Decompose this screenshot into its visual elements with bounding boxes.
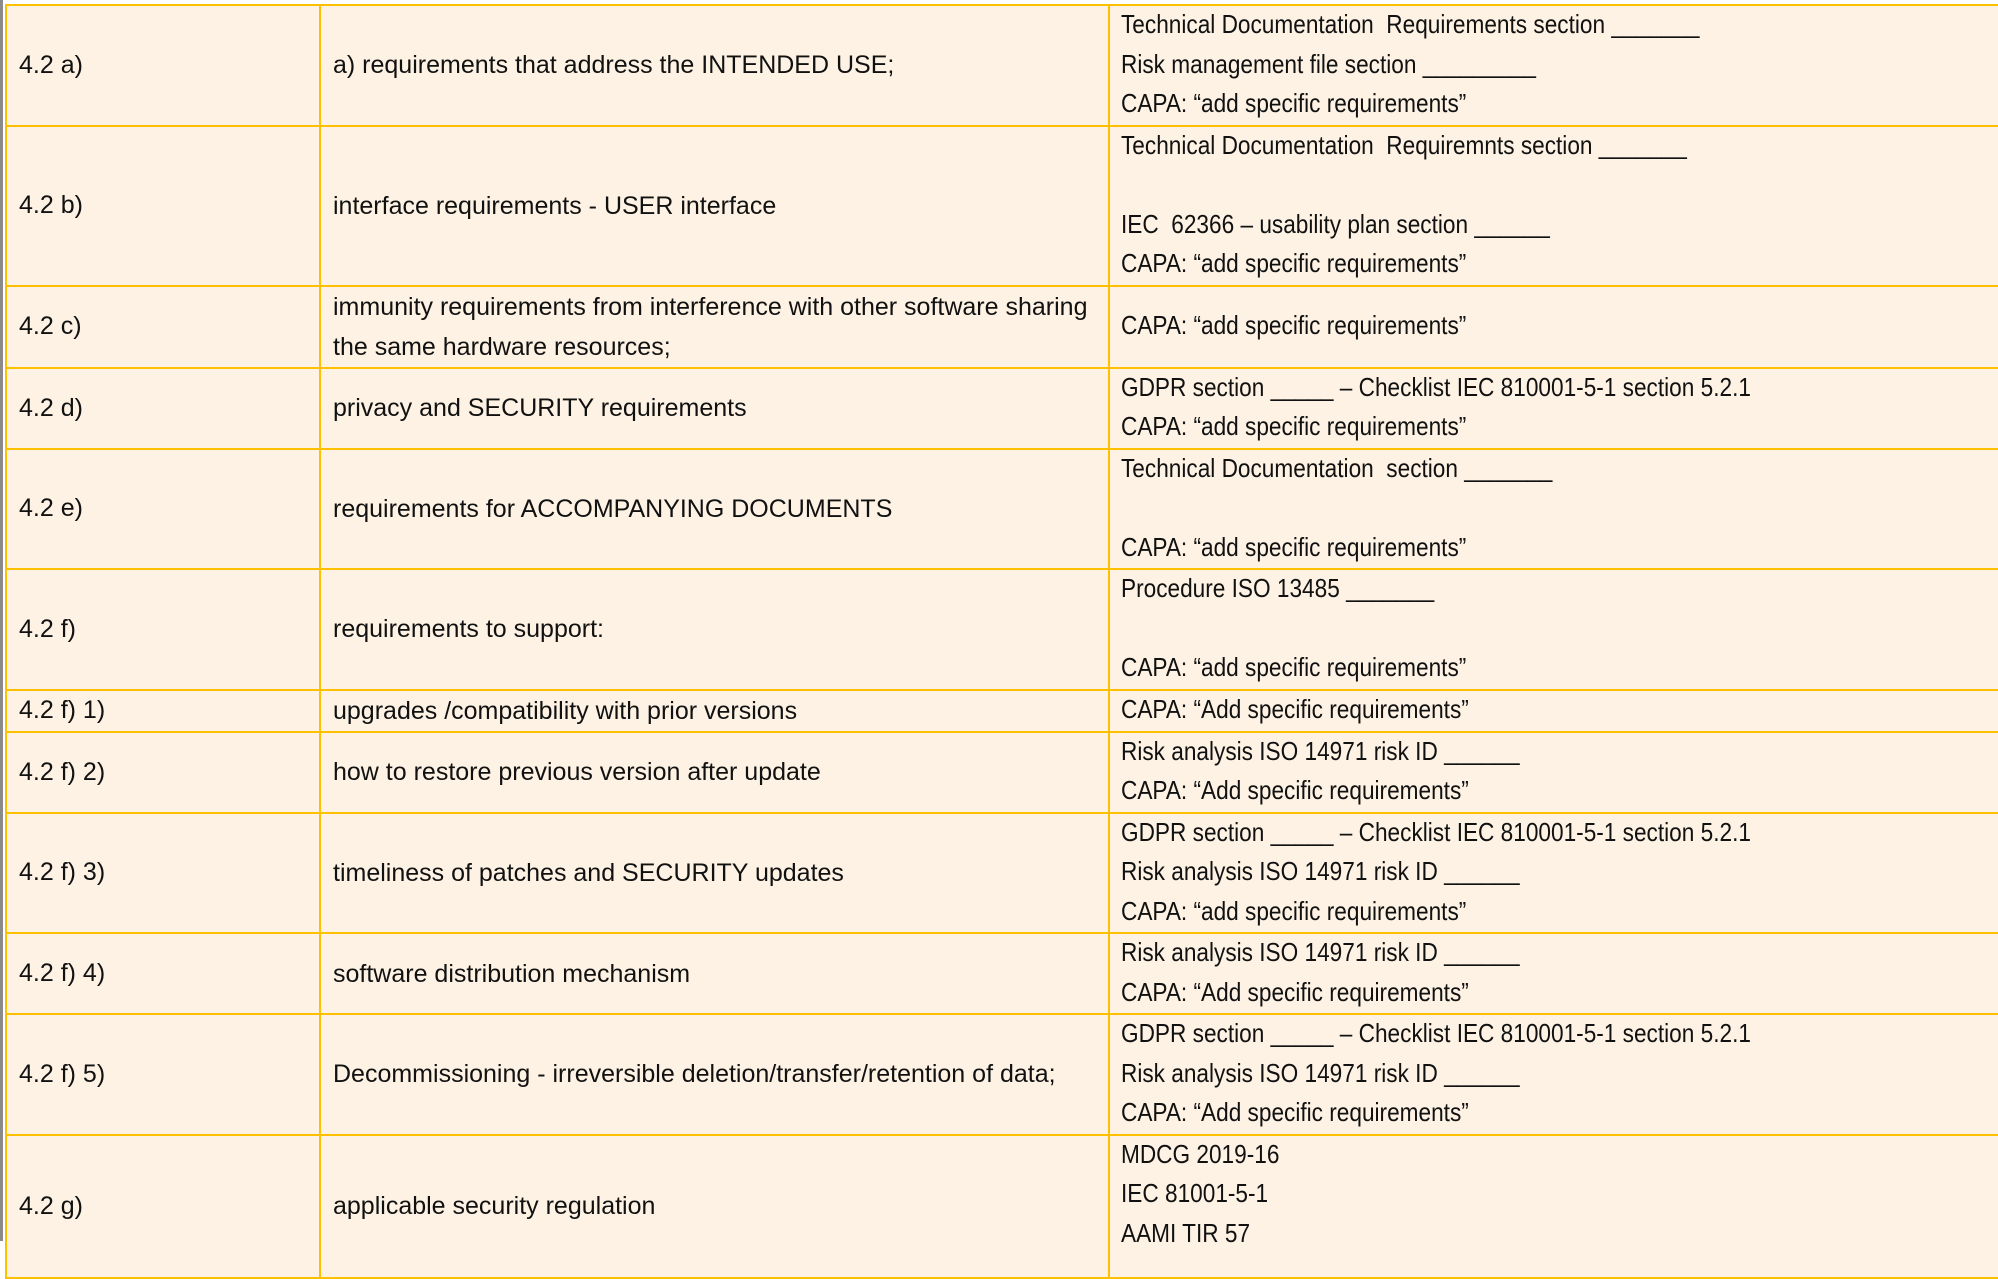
requirement-text: interface requirements - USER interface — [320, 126, 1109, 286]
clause-id: 4.2 f) 1) — [6, 690, 320, 732]
requirement-text: upgrades /compatibility with prior versions — [320, 690, 1109, 732]
reference-cell — [1109, 569, 1998, 690]
reference-line: Technical Documentation Requirements section _______ — [1121, 9, 1700, 39]
reference-line: Risk analysis ISO 14971 risk ID ______ — [1121, 856, 1520, 886]
table-row — [6, 449, 1998, 570]
reference-line: CAPA: “add specific requirements” — [1121, 652, 1467, 682]
reference-line: Risk analysis ISO 14971 risk ID ______ — [1121, 735, 1520, 766]
requirement-text: immunity requirements from interference with other software sharing the same hardware resources; — [320, 286, 1109, 368]
left-border — [0, 0, 3, 1241]
requirement-text: requirements to support: — [320, 569, 1109, 690]
reference-line: GDPR section _____ – Checklist IEC 810001-5-1 section 5.2.1 — [1121, 816, 1751, 847]
reference-line: IEC 62366 – usability plan section ______ — [1121, 208, 1550, 239]
table-row — [6, 690, 1998, 732]
reference-cell — [1109, 5, 1998, 126]
reference-line: CAPA: “Add specific requirements” — [1121, 693, 1469, 724]
requirement-text: Decommissioning - irreversible deletion/transfer/retention of data; — [320, 1014, 1109, 1135]
reference-line: Technical Documentation Requiremnts section _______ — [1121, 129, 1687, 160]
clause-id: 4.2 e) — [6, 449, 320, 570]
reference-line: Risk analysis ISO 14971 risk ID ______ — [1121, 937, 1520, 967]
clause-id: 4.2 b) — [6, 126, 320, 286]
table-row — [6, 126, 1998, 286]
clause-id: 4.2 c) — [6, 286, 320, 368]
reference-cell — [1109, 368, 1998, 449]
table-row — [6, 1135, 1998, 1278]
reference-cell — [1109, 690, 1998, 732]
clause-id: 4.2 f) 5) — [6, 1014, 320, 1135]
reference-line: CAPA: “add specific requirements” — [1121, 895, 1467, 926]
table-row — [6, 732, 1998, 813]
requirement-text: software distribution mechanism — [320, 933, 1109, 1014]
reference-line — [1121, 489, 1941, 529]
clause-id: 4.2 f) 4) — [6, 933, 320, 1014]
reference-line: CAPA: “add specific requirements” — [1121, 411, 1467, 441]
reference-line: CAPA: “Add specific requirements” — [1121, 976, 1469, 1007]
clause-id: 4.2 f) 2) — [6, 732, 320, 813]
reference-cell — [1109, 813, 1998, 934]
reference-line: IEC 81001-5-1 — [1121, 1178, 1269, 1208]
table-row — [6, 286, 1998, 368]
table-row — [6, 5, 1998, 126]
requirements-table — [5, 4, 1998, 1279]
reference-line — [1121, 166, 1941, 206]
clause-id: 4.2 f) — [6, 569, 320, 690]
requirement-text: applicable security regulation — [320, 1135, 1109, 1278]
table-row — [6, 1014, 1998, 1135]
reference-line: CAPA: “add specific requirements” — [1121, 88, 1467, 118]
reference-cell — [1109, 933, 1998, 1014]
table-row — [6, 933, 1998, 1014]
clause-id: 4.2 f) 3) — [6, 813, 320, 934]
clause-id: 4.2 g) — [6, 1135, 320, 1278]
reference-cell — [1109, 1135, 1998, 1278]
reference-line: AAMI TIR 57 — [1121, 1217, 1251, 1248]
table-row — [6, 813, 1998, 934]
reference-line: CAPA: “add specific requirements” — [1121, 309, 1467, 340]
requirement-text: a) requirements that address the INTENDED USE; — [320, 5, 1109, 126]
table-row — [6, 368, 1998, 449]
reference-line: MDCG 2019-16 — [1121, 1138, 1280, 1169]
table-row — [6, 569, 1998, 690]
reference-line: CAPA: “Add specific requirements” — [1121, 775, 1469, 805]
requirement-text: timeliness of patches and SECURITY updates — [320, 813, 1109, 934]
reference-cell — [1109, 126, 1998, 286]
reference-line: CAPA: “add specific requirements” — [1121, 531, 1467, 562]
reference-cell — [1109, 732, 1998, 813]
clause-id: 4.2 d) — [6, 368, 320, 449]
reference-line: CAPA: “Add specific requirements” — [1121, 1097, 1469, 1127]
reference-line: Risk analysis ISO 14971 risk ID ______ — [1121, 1057, 1520, 1088]
reference-line: CAPA: “add specific requirements” — [1121, 248, 1467, 278]
requirement-text: requirements for ACCOMPANYING DOCUMENTS — [320, 449, 1109, 570]
reference-line: Procedure ISO 13485 _______ — [1121, 573, 1435, 603]
reference-cell — [1109, 449, 1998, 570]
reference-cell — [1109, 1014, 1998, 1135]
requirement-text: how to restore previous version after update — [320, 732, 1109, 813]
reference-line — [1121, 610, 1941, 650]
reference-line: Risk management file section _________ — [1121, 48, 1536, 79]
reference-line: GDPR section _____ – Checklist IEC 810001-5-1 section 5.2.1 — [1121, 371, 1751, 402]
reference-line: GDPR section _____ – Checklist IEC 810001-5-1 section 5.2.1 — [1121, 1018, 1751, 1048]
clause-id: 4.2 a) — [6, 5, 320, 126]
reference-line: Technical Documentation section _______ — [1121, 452, 1553, 483]
reference-cell — [1109, 286, 1998, 368]
requirement-text: privacy and SECURITY requirements — [320, 368, 1109, 449]
